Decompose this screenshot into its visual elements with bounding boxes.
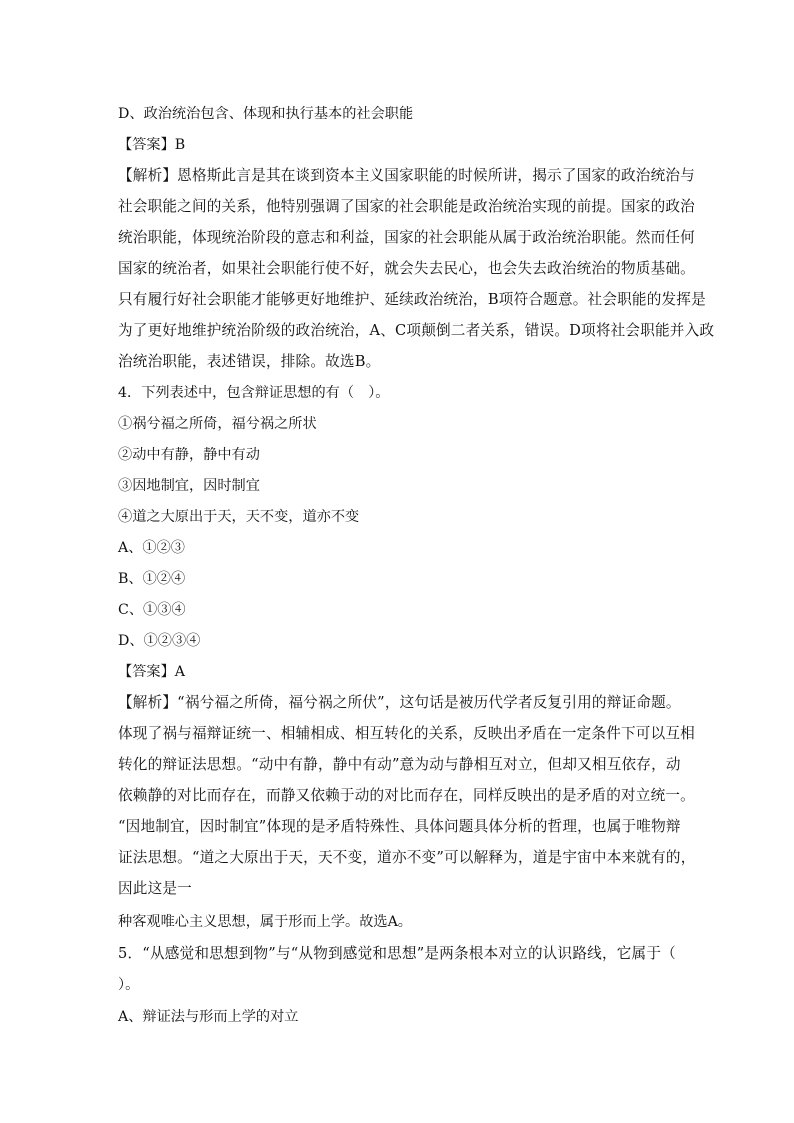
analysis-q4-line-2: 体现了祸与福辩证统一、相辅相成、相互转化的关系，反映出矛盾在一定条件下可以互相 <box>118 725 695 742</box>
analysis-q4-line-3: 转化的辩证法思想。“动中有静，静中有动”意为动与静相互对立，但却又相互依存，动 <box>118 756 681 773</box>
q4-statement-4: ④道之大原出于天，天不变，道亦不变 <box>118 509 360 525</box>
analysis-q4-line-7: 因此这是一 <box>118 880 192 897</box>
q5-option-a: A、辩证法与形而上学的对立 <box>118 1009 299 1025</box>
q4-option-c: C、①③④ <box>118 602 186 618</box>
question-5-stem-line-1: 5．“从感觉和思想到物”与“从物到感觉和思想”是两条根本对立的认识路线，它属于（ <box>118 945 676 962</box>
analysis-q4-line-8: 种客观唯心主义思想，属于形而上学。故选A。 <box>118 914 412 930</box>
answer-q4: 【答案】A <box>118 664 185 680</box>
analysis-q3-line-3: 统治职能，体现统治阶段的意志和利益，国家的社会职能从属于政治统治职能。然而任何 <box>118 229 695 246</box>
analysis-q3-line-2: 社会职能之间的关系，他特别强调了国家的社会职能是政治统治实现的前提。国家的政治 <box>118 198 695 215</box>
analysis-q3-line-7: 治统治职能，表述错误，排除。故选B。 <box>118 353 381 370</box>
analysis-q4-line-6: 证法思想。“道之大原出于天，天不变，道亦不变”可以解释为，道是宇宙中本来就有的， <box>118 849 696 866</box>
q4-option-b: B、①②④ <box>118 571 186 587</box>
q4-statement-1: ①祸兮福之所倚，福兮祸之所状 <box>118 416 317 432</box>
analysis-q3-line-1: 【解析】恩格斯此言是其在谈到资本主义国家职能的时候所讲，揭示了国家的政治统治与 <box>118 167 695 184</box>
question-4-stem: 4．下列表述中，包含辩证思想的有（ ）。 <box>118 385 390 401</box>
analysis-q4-line-4: 依赖静的对比而存在，而静又依赖于动的对比而存在，同样反映出的是矛盾的对立统一。 <box>118 787 695 804</box>
option-d-q3: D、政治统治包含、体现和执行基本的社会职能 <box>118 106 414 122</box>
analysis-q3-line-6: 为了更好地维护统治阶级的政治统治，A、C项颠倒二者关系，错误。D项将社会职能并入政 <box>118 322 715 339</box>
analysis-q3-line-5: 只有履行好社会职能才能够更好地维护、延续政治统治，B项符合题意。社会职能的发挥是 <box>118 291 706 308</box>
q4-option-a: A、①②③ <box>118 540 185 556</box>
analysis-q4-line-5: “因地制宜，因时制宜”体现的是矛盾特殊性、具体问题具体分析的哲理，也属于唯物辩 <box>118 818 681 835</box>
q4-statement-2: ②动中有静，静中有动 <box>118 447 260 463</box>
analysis-q3-line-4: 国家的统治者，如果社会职能行使不好，就会失去民心，也会失去政治统治的物质基础。 <box>118 260 695 277</box>
q4-option-d: D、①②③④ <box>118 633 201 649</box>
answer-q3: 【答案】B <box>118 137 186 153</box>
question-5-stem-line-2: ）。 <box>118 977 140 993</box>
q4-statement-3: ③因地制宜，因时制宜 <box>118 478 260 494</box>
analysis-q4-line-1: 【解析】“祸兮福之所倚，福兮祸之所伏”，这句话是被历代学者反复引用的辩证命题。 <box>118 694 681 711</box>
